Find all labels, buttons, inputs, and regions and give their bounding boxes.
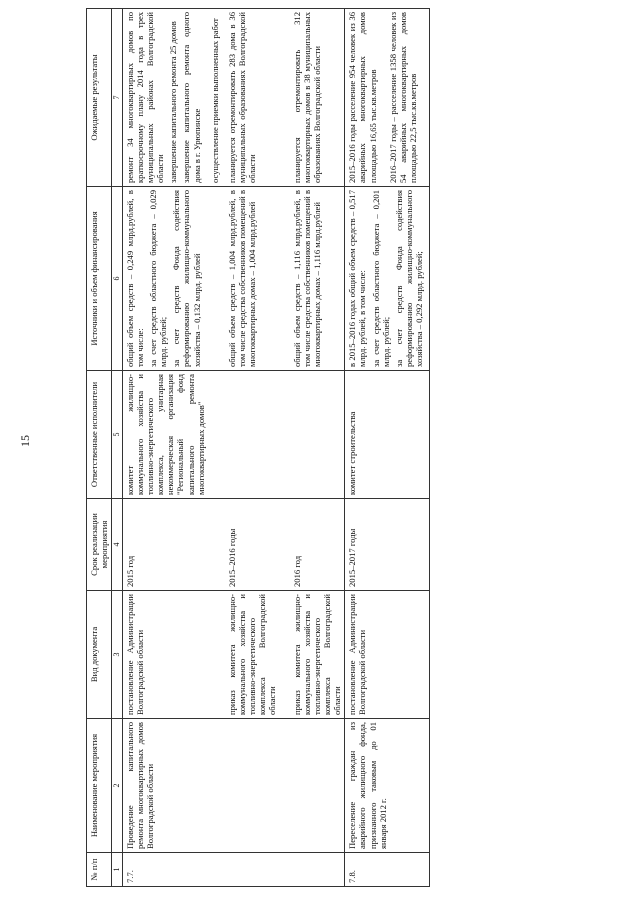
column-number: 1: [112, 853, 122, 887]
header-row: [87, 9, 112, 887]
header-cell: Наименование мероприятия: [87, 719, 112, 853]
document-type: приказ комитета жилищно-коммунального хозяйства и топливно-энергетического комплекса Волгоградской области: [280, 591, 345, 719]
executors: комитет строительства: [345, 371, 430, 499]
result-line: осуществление приемки выполненных работ: [209, 18, 220, 183]
financing-line: общий объем средств – 0,249 млрд.рублей, в том числе:: [124, 190, 145, 367]
financing: [345, 187, 430, 371]
row-number: 7.8.: [345, 853, 430, 887]
measure-name: Проведение капитального ремонта многоквартирных домов Волгоградской области: [122, 719, 225, 853]
measure-name: Переселение граждан из аварийного жилищного фонда, признанного таковым до 01 января 2012 г.: [345, 719, 430, 853]
financing: [122, 187, 225, 371]
financing-line: за счет средств областного бюджета – 0,201 млрд. рублей;: [370, 190, 391, 367]
document-type: постановление Администрации Волгоградской области: [345, 591, 430, 719]
document-sheet: [86, 9, 640, 887]
executors: комитет жилищно-коммунального хозяйства и топливно-энергетического комплекса, унитарная некоммерческая организация "Региональный фонд капитального ремонта многоквартирных домов": [122, 371, 225, 499]
row-number: 7.7.: [122, 853, 225, 887]
column-number-row: [112, 9, 122, 887]
document-type: приказ комитета жилищно-коммунального хозяйства и топливно-энергетического комплекса Волгоградской области: [225, 591, 280, 719]
result-line: завершение капитального ремонта одного дома в г. Урюпинске: [181, 12, 202, 183]
page-number: 15: [18, 435, 32, 447]
header-cell: Срок реализации мероприятия: [87, 499, 112, 591]
header-cell: Вид документа: [87, 591, 112, 719]
header-cell: № п/п: [87, 853, 112, 887]
result-line: 2015–2016 годы расселение 954 человек из 36 аварийных многоквартирных домов площадью 16,65 тыс.кв.метров: [347, 12, 378, 183]
column-number: 3: [112, 591, 122, 719]
column-number: 4: [112, 499, 122, 591]
header-cell: Ожидаемые результаты: [87, 9, 112, 187]
table-row: [225, 9, 280, 887]
result-line: 2016–2017 годы – расселение 1358 человек из 54 аварийных многоквартирных домов площадью 22,5 тыс.кв.метров: [387, 12, 418, 183]
result-line: завершение капитального ремонта 25 домов: [168, 21, 179, 183]
column-number: 5: [112, 371, 122, 499]
column-number: 6: [112, 187, 122, 371]
table-row: [122, 9, 225, 887]
results: [122, 9, 225, 187]
result-line: ремонт 34 многоквартирных домов по краткосрочному плану 2014 года в трех муниципальных районах Волгоградской области: [124, 12, 166, 183]
results: планируется отремонтировать 283 дома в 36 муниципальных образованиях Волгоградской области: [225, 9, 280, 187]
table-row: [280, 9, 345, 887]
column-number: 2: [112, 719, 122, 853]
financing: общий объем средств – 1,004 млрд.рублей, в том числе средства собственников помещений в многоквартирных домах – 1,004 млрд.рублей: [225, 187, 280, 371]
financing: общий объем средств – 1,116 млрд.рублей, в том числе средства собственников помещений в многоквартирных домах – 1,116 млрд.рублей: [280, 187, 345, 371]
results: планируется отремонтировать 312 многоквартирных домов в 38 муниципальных образованиях Волгоградской области: [280, 9, 345, 187]
results: [345, 9, 430, 187]
term: 2015–2017 годы: [345, 499, 430, 591]
financing-line: за счет средств Фонда содействия реформированию жилищно-коммунального хозяйства – 0,132 млрд. рублей: [171, 190, 202, 367]
financing-line: в 2015–2016 годах общий объем средств – 0,517 млрд. рублей, в том числе:: [347, 190, 368, 367]
financing-line: за счет средств Фонда содействия реформированию жилищно-коммунального хозяйства – 0,292 млрд. рублей;: [393, 190, 425, 367]
measures-table: [86, 8, 430, 887]
column-number: 7: [112, 9, 122, 187]
header-cell: Ответственные исполнители: [87, 371, 112, 499]
financing-line: за счет средств областного бюджета – 0,029 млрд. рублей;: [148, 190, 169, 367]
table-row: [345, 9, 430, 887]
header-cell: Источники и объем финансирования: [87, 187, 112, 371]
document-type: постановление Администрации Волгоградской области: [122, 591, 225, 719]
term: 2016 год: [280, 499, 345, 591]
term: 2015 год: [122, 499, 225, 591]
term: 2015–2016 годы: [225, 499, 280, 591]
